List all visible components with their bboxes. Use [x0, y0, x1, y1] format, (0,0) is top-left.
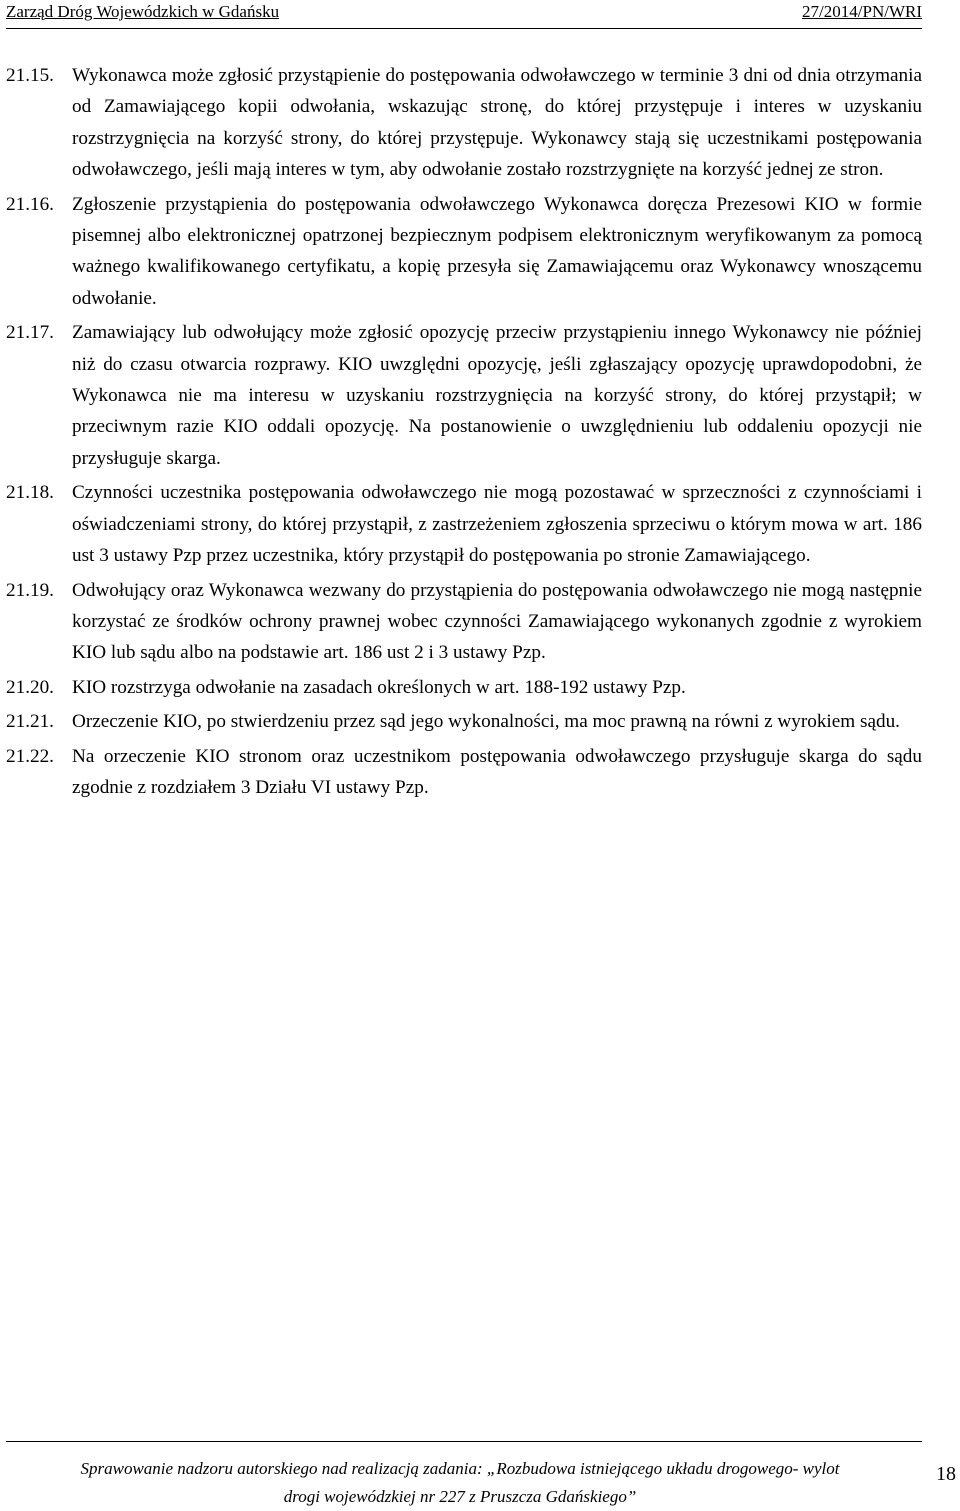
clause-21-22	[6, 741, 922, 804]
clause-text: Na orzeczenie KIO stronom oraz uczestnikom postępowania odwoławczego przysługuje skarga do sądu zgodnie z rozdziałem 3 Działu VI ustawy Pzp.	[72, 745, 922, 798]
clause-21-18	[6, 477, 922, 571]
clause-number: 21.21.	[6, 711, 54, 733]
clause-text: KIO rozstrzyga odwołanie na zasadach określonych w art. 188-192 ustawy Pzp.	[72, 676, 686, 698]
header-reference: 27/2014/PN/WRI	[802, 2, 922, 21]
clause-number: 21.18.	[6, 482, 54, 504]
footer-line-1: Sprawowanie nadzoru autorskiego nad realizacją zadania: „Rozbudowa istniejącego układu drogowego- wylot	[80, 1459, 840, 1478]
clause-text: Wykonawca może zgłosić przystąpienie do postępowania odwoławczego w terminie 3 dni od dnia otrzymania od Zamawiającego kopii odwołania, wskazując stronę, do której przystępuje i interes w uzyskaniu rozstrzygnięcia na korzyść strony, do której przystępuje. Wykonawcy stają się uczestnikami postępowania odwoławczego, jeśli mają interes w tym, aby odwołanie zostało rozstrzygnięte na korzyść jednej ze stron.	[72, 65, 922, 181]
clause-text: Orzeczenie KIO, po stwierdzeniu przez sąd jego wykonalności, ma moc prawną na równi z wyrokiem sądu.	[72, 711, 900, 733]
document-body	[6, 60, 922, 806]
clause-number: 21.17.	[6, 322, 54, 344]
header-organization: Zarząd Dróg Wojewódzkich w Gdańsku	[6, 2, 280, 21]
clause-text: Odwołujący oraz Wykonawca wezwany do przystąpienia do postępowania odwoławczego nie mogą następnie korzystać ze środków ochrony prawnej wobec czynności Zamawiającego wykonanych zgodnie z wyrokiem KIO lub sądu albo na podstawie art. 186 ust 2 i 3 ustawy Pzp.	[72, 579, 922, 664]
clause-21-20	[6, 672, 922, 703]
clause-21-21	[6, 706, 922, 737]
page-header	[6, 0, 922, 29]
clause-number: 21.20.	[6, 676, 54, 698]
page-footer	[0, 1455, 920, 1511]
footer-line-2: drogi wojewódzkiej nr 227 z Pruszcza Gdańskiego”	[283, 1487, 637, 1506]
clause-number: 21.16.	[6, 193, 54, 215]
clause-number: 21.19.	[6, 579, 54, 601]
clause-text: Zgłoszenie przystąpienia do postępowania odwoławczego Wykonawca doręcza Prezesowi KIO w formie pisemnej albo elektronicznej opatrzonej bezpiecznym podpisem elektronicznym weryfikowanym za pomocą ważnego kwalifikowanego certyfikatu, a kopię przesyła się Zamawiającemu oraz Wykonawcy wnoszącemu odwołanie.	[72, 193, 922, 309]
clause-number: 21.15.	[6, 65, 54, 86]
clause-text: Zamawiający lub odwołujący może zgłosić opozycję przeciw przystąpieniu innego Wykonawcy nie później niż do czasu otwarcia rozprawy. KIO uwzględni opozycję, jeśli zgłaszający opozycję uprawdopodobni, że Wykonawca nie ma interesu w uzyskaniu rozstrzygnięcia na korzyść strony, do której przystąpił; w przeciwnym razie KIO oddali opozycję. Na postanowienie o uwzględnieniu lub oddaleniu opozycji nie przysługuje skarga.	[72, 322, 922, 469]
clause-text: Czynności uczestnika postępowania odwoławczego nie mogą pozostawać w sprzeczności z czynnościami i oświadczeniami strony, do której przystąpił, z zastrzeżeniem zgłoszenia sprzeciwu o którym mowa w art. 186 ust 3 ustawy Pzp przez uczestnika, który przystąpił do postępowania po stronie Zamawiającego.	[72, 482, 922, 567]
clause-number: 21.22.	[6, 745, 54, 767]
page-number: 18	[936, 1463, 956, 1485]
clause-21-16	[6, 189, 922, 315]
clause-21-15	[6, 60, 922, 186]
clause-21-19	[6, 575, 922, 669]
footer-divider	[6, 1441, 922, 1442]
clause-21-17	[6, 317, 922, 474]
